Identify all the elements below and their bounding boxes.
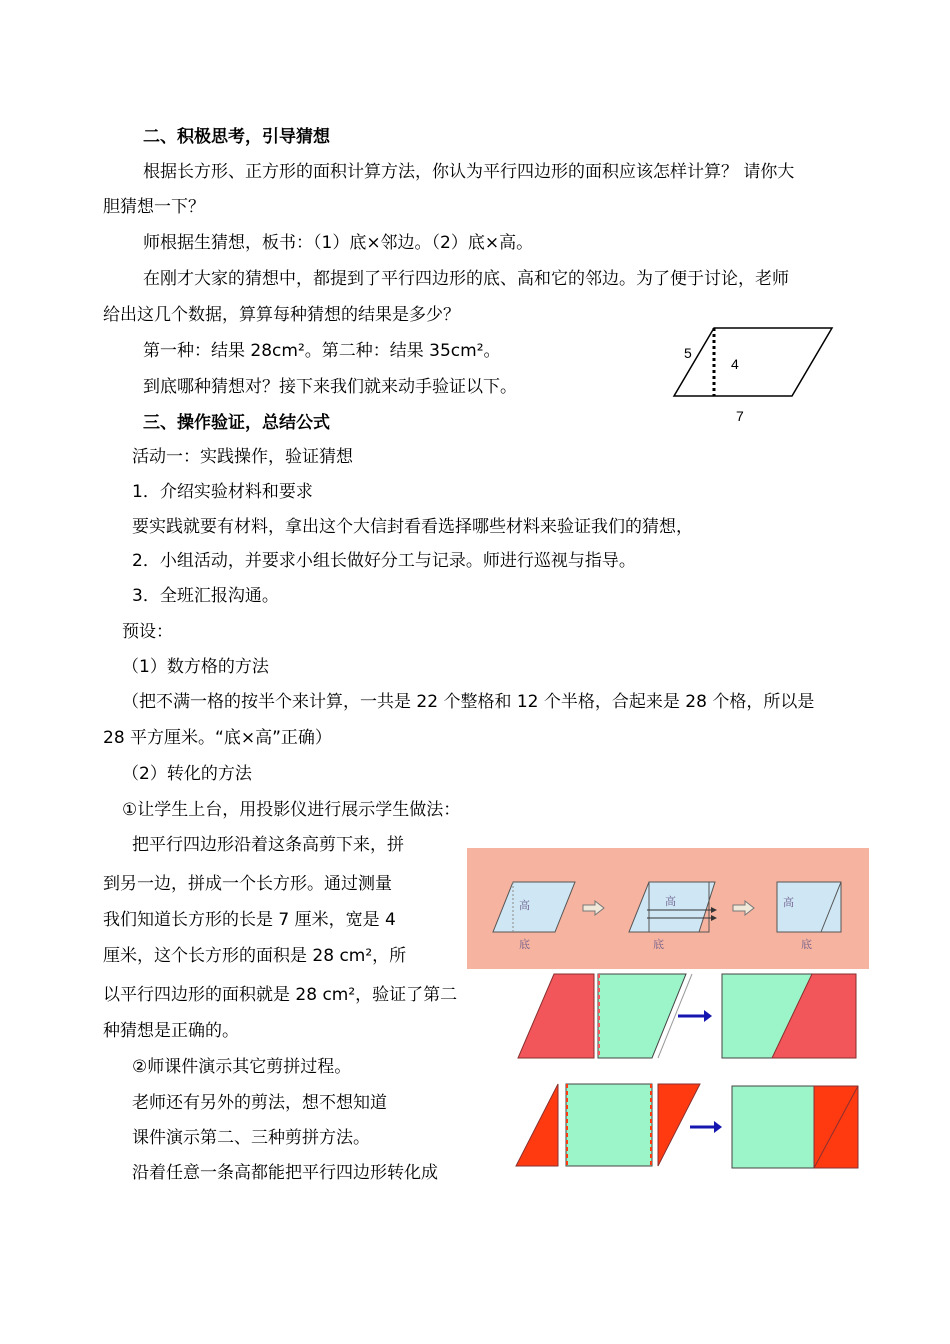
step-1: ①让学生上台，用投影仪进行展示学生做法： (122, 800, 461, 820)
height-label: 4 (731, 356, 739, 372)
section-2-heading: 二、积极思考，引导猜想 (143, 127, 330, 147)
height-char: 高 (665, 895, 676, 908)
base-char: 底 (801, 938, 812, 951)
method-1-title: （1）数方格的方法 (122, 657, 269, 677)
result-rectangle (732, 1086, 814, 1168)
transform-diagram-triangle (514, 972, 859, 1060)
list-item: 2．小组活动，并要求小组长做好分工与记录。师进行巡视与指导。 (132, 551, 636, 571)
base-char: 底 (519, 938, 530, 951)
arrow-head-icon (704, 1010, 712, 1022)
step-2: ②师课件演示其它剪拼过程。 (132, 1057, 352, 1077)
middle-rectangle (566, 1084, 652, 1166)
arrow-head-icon (714, 1121, 722, 1133)
paragraph-line: 要实践就要有材料，拿出这个大信封看看选择哪些材料来验证我们的猜想， (132, 517, 693, 537)
height-char: 高 (519, 899, 530, 912)
section-3-heading: 三、操作验证，总结公式 (143, 413, 330, 433)
parallelogram-shape (674, 328, 832, 396)
list-item: 1．介绍实验材料和要求 (132, 482, 313, 502)
parallelogram-figure (660, 320, 840, 430)
paragraph-line: 厘米，这个长方形的面积是 28 cm²，所 (103, 946, 407, 966)
paragraph-line: 以平行四边形的面积就是 28 cm²，验证了第二 (103, 985, 458, 1005)
paragraph-line: 28 平方厘米。“底×高”正确） (103, 728, 332, 748)
paragraph-line: 我们知道长方形的长是 7 厘米，宽是 4 (103, 910, 396, 930)
list-item: 3．全班汇报沟通。 (132, 586, 279, 606)
base-label: 7 (736, 408, 744, 424)
height-char: 高 (783, 896, 794, 909)
paragraph-line: 老师还有另外的剪法，想不想知道 (132, 1093, 387, 1113)
paragraph-line: 师根据生猜想，板书：（1）底×邻边。（2）底×高。 (143, 233, 534, 253)
paragraph-line: 沿着任意一条高都能把平行四边形转化成 (132, 1163, 438, 1183)
paragraph-line: （把不满一格的按半个来计算，一共是 22 个整格和 12 个半格，合起来是 28 个格，所以是 (122, 692, 815, 712)
paragraph-line: 给出这几个数据，算算每种猜想的结果是多少？ (103, 305, 460, 325)
right-triangle (658, 1084, 700, 1166)
paragraph-line: 胆猜想一下？ (103, 197, 205, 217)
paragraph-line: 根据长方形、正方形的面积计算方法，你认为平行四边形的面积应该怎样计算？ 请你大 (143, 162, 795, 182)
transform-diagram-two-triangles (514, 1080, 859, 1170)
cut-triangle (518, 974, 594, 1058)
method-2-title: （2）转化的方法 (122, 764, 252, 784)
paragraph-line: 种猜想是正确的。 (103, 1021, 239, 1041)
paragraph-line: 把平行四边形沿着这条高剪下来，拼 (132, 835, 404, 855)
side-label: 5 (684, 345, 692, 361)
activity-title: 活动一：实践操作，验证猜想 (132, 447, 353, 467)
paragraph-line: 到底哪种猜想对？接下来我们就来动手验证以下。 (143, 377, 517, 397)
left-triangle (516, 1084, 558, 1166)
base-char: 底 (653, 938, 664, 951)
paragraph-line: 课件演示第二、三种剪拼方法。 (132, 1128, 370, 1148)
paragraph-line: 在刚才大家的猜想中，都提到了平行四边形的底、高和它的邻边。为了便于讨论，老师 (143, 269, 789, 289)
paragraph-line: 第一种：结果 28cm²。第二种：结果 35cm²。 (143, 341, 501, 361)
preset-label: 预设： (122, 622, 173, 642)
paragraph-line: 到另一边，拼成一个长方形。通过测量 (103, 874, 392, 894)
transform-diagram-pink (467, 848, 869, 969)
remaining-trapezoid (598, 974, 686, 1058)
